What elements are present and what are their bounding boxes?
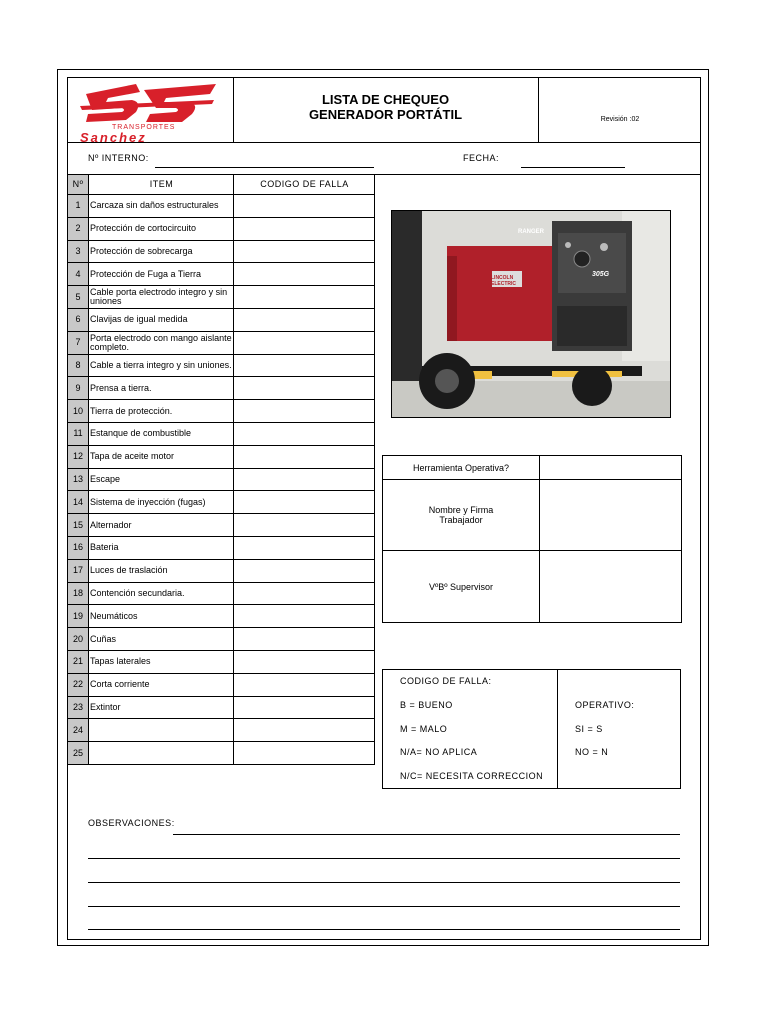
- table-row: [68, 422, 375, 445]
- row-number: 17: [68, 559, 89, 582]
- row-code-cell[interactable]: [234, 286, 375, 309]
- row-item: Cable a tierra integro y sin uniones.: [89, 354, 234, 377]
- row-number: 9: [68, 377, 89, 400]
- row-code-cell[interactable]: [234, 491, 375, 514]
- row-number: 12: [68, 445, 89, 468]
- table-row: [68, 673, 375, 696]
- row-number: 13: [68, 468, 89, 491]
- row-item: Extintor: [89, 696, 234, 719]
- row-code-cell[interactable]: [234, 536, 375, 559]
- row-code-cell[interactable]: [234, 673, 375, 696]
- table-row: [68, 217, 375, 240]
- row-number: 3: [68, 240, 89, 263]
- row-number: 23: [68, 696, 89, 719]
- supervisor-label: VºBº Supervisor: [383, 551, 540, 623]
- row-code-cell[interactable]: [234, 400, 375, 423]
- col-code-header: CODIGO DE FALLA: [234, 175, 375, 195]
- table-row: [68, 263, 375, 286]
- row-number: 16: [68, 536, 89, 559]
- row-code-cell[interactable]: [234, 195, 375, 218]
- table-row: [68, 491, 375, 514]
- nombre-row: [383, 480, 682, 551]
- interno-label: Nº INTERNO:: [88, 153, 149, 163]
- row-item: Luces de traslación: [89, 559, 234, 582]
- supervisor-row: [383, 551, 682, 623]
- operativa-label: Herramienta Operativa?: [383, 456, 540, 480]
- logo-text-transportes: TRANSPORTES: [112, 124, 176, 131]
- row-number: 6: [68, 308, 89, 331]
- row-code-cell[interactable]: [234, 331, 375, 354]
- table-row: [68, 719, 375, 742]
- generator-maker-label: [491, 275, 516, 287]
- row-item: [89, 719, 234, 742]
- table-row: [68, 468, 375, 491]
- page-title: [233, 92, 538, 122]
- observaciones-line-3[interactable]: [88, 882, 680, 883]
- row-code-cell[interactable]: [234, 742, 375, 765]
- supervisor-signature-cell[interactable]: [540, 551, 682, 623]
- table-row: [68, 582, 375, 605]
- signature-table: [382, 455, 682, 623]
- table-row: [68, 195, 375, 218]
- row-number: 11: [68, 422, 89, 445]
- operativa-row: [383, 456, 682, 480]
- generator-maker-line-1: LINCOLN: [491, 275, 514, 281]
- row-number: 4: [68, 263, 89, 286]
- row-code-cell[interactable]: [234, 514, 375, 537]
- observaciones-label: OBSERVACIONES:: [88, 818, 175, 828]
- nombre-label: Nombre y Firma Trabajador: [383, 480, 540, 551]
- checklist-table: [67, 174, 375, 765]
- table-row: [68, 696, 375, 719]
- row-item: Alternador: [89, 514, 234, 537]
- row-code-cell[interactable]: [234, 217, 375, 240]
- row-item: Tapa de aceite motor: [89, 445, 234, 468]
- table-row: [68, 650, 375, 673]
- row-code-cell[interactable]: [234, 719, 375, 742]
- row-item: Porta electrodo con mango aislante completo.: [89, 331, 234, 354]
- row-number: 18: [68, 582, 89, 605]
- generator-maker-line-2: ELECTRIC: [491, 281, 516, 287]
- table-row: [68, 742, 375, 765]
- header-divider-right: [538, 77, 539, 143]
- row-code-cell[interactable]: [234, 308, 375, 331]
- code-malo: M = MALO: [400, 724, 448, 734]
- row-number: 20: [68, 628, 89, 651]
- row-item: [89, 742, 234, 765]
- row-number: 22: [68, 673, 89, 696]
- row-item: Tierra de protección.: [89, 400, 234, 423]
- row-item: Bateria: [89, 536, 234, 559]
- row-item: Escape: [89, 468, 234, 491]
- observaciones-line-5[interactable]: [88, 929, 680, 930]
- row-item: Sistema de inyección (fugas): [89, 491, 234, 514]
- row-item: Cuñas: [89, 628, 234, 651]
- row-number: 21: [68, 650, 89, 673]
- code-necesita-correccion: N/C= NECESITA CORRECCION: [400, 771, 544, 781]
- operativa-answer-cell[interactable]: [540, 456, 682, 480]
- row-number: 7: [68, 331, 89, 354]
- table-row: [68, 354, 375, 377]
- table-row: [68, 286, 375, 309]
- header-bottom-line: [67, 142, 701, 143]
- row-code-cell[interactable]: [234, 628, 375, 651]
- title-line-2: GENERADOR PORTÁTIL: [308, 107, 463, 122]
- logo-text-sanchez: Sanchez: [80, 130, 147, 145]
- table-row: [68, 240, 375, 263]
- row-item: Corta corriente: [89, 673, 234, 696]
- table-row: [68, 400, 375, 423]
- row-code-cell[interactable]: [234, 582, 375, 605]
- row-code-cell[interactable]: [234, 445, 375, 468]
- row-number: 1: [68, 195, 89, 218]
- row-item: Cable porta electrodo integro y sin uniones: [89, 286, 234, 309]
- operativo-si: SI = S: [575, 724, 603, 734]
- row-code-cell[interactable]: [234, 696, 375, 719]
- col-item-header: ITEM: [89, 175, 234, 195]
- title-line-1: LISTA DE CHEQUEO: [321, 92, 450, 107]
- operativo-title: OPERATIVO:: [575, 700, 635, 710]
- row-item: Carcaza sin daños estructurales: [89, 195, 234, 218]
- company-logo: [78, 80, 218, 145]
- observaciones-line-1[interactable]: [173, 834, 680, 835]
- table-row: [68, 536, 375, 559]
- row-item: Clavijas de igual medida: [89, 308, 234, 331]
- generator-brand-label: RANGER: [518, 229, 545, 235]
- row-code-cell[interactable]: [234, 605, 375, 628]
- table-row: [68, 308, 375, 331]
- code-bueno: B = BUENO: [400, 700, 453, 710]
- table-row: [68, 559, 375, 582]
- table-row: [68, 331, 375, 354]
- row-code-cell[interactable]: [234, 422, 375, 445]
- row-item: Neumáticos: [89, 605, 234, 628]
- row-item: Estanque de combustible: [89, 422, 234, 445]
- row-number: 8: [68, 354, 89, 377]
- welder-generator-icon: [392, 211, 671, 418]
- interno-field-line[interactable]: [155, 167, 374, 168]
- row-code-cell[interactable]: [234, 263, 375, 286]
- row-number: 15: [68, 514, 89, 537]
- row-number: 19: [68, 605, 89, 628]
- row-code-cell[interactable]: [234, 559, 375, 582]
- row-item: Contención secundaria.: [89, 582, 234, 605]
- table-row: [68, 514, 375, 537]
- row-code-cell[interactable]: [234, 468, 375, 491]
- code-legend-divider: [557, 670, 558, 788]
- revision-label: Revisión :02: [600, 116, 640, 123]
- row-number: 2: [68, 217, 89, 240]
- row-code-cell[interactable]: [234, 354, 375, 377]
- row-number: 10: [68, 400, 89, 423]
- fecha-label: FECHA:: [463, 153, 500, 163]
- row-item: Tapas laterales: [89, 650, 234, 673]
- row-code-cell[interactable]: [234, 377, 375, 400]
- row-number: 24: [68, 719, 89, 742]
- nombre-signature-cell[interactable]: [540, 480, 682, 551]
- generator-model-label: 305G: [592, 271, 610, 278]
- observaciones-line-2[interactable]: [88, 858, 680, 859]
- table-row: [68, 377, 375, 400]
- code-title: CODIGO DE FALLA:: [400, 676, 492, 686]
- operativo-no: NO = N: [575, 747, 609, 757]
- row-item: Prensa a tierra.: [89, 377, 234, 400]
- row-item: Protección de sobrecarga: [89, 240, 234, 263]
- col-num-header: Nº: [68, 175, 89, 195]
- table-row: [68, 445, 375, 468]
- table-header-row: [68, 175, 375, 195]
- row-number: 25: [68, 742, 89, 765]
- observaciones-line-4[interactable]: [88, 906, 680, 907]
- generator-photo: [391, 210, 671, 418]
- row-code-cell[interactable]: [234, 240, 375, 263]
- code-no-aplica: N/A= NO APLICA: [400, 747, 478, 757]
- row-item: Protección de Fuga a Tierra: [89, 263, 234, 286]
- row-number: 14: [68, 491, 89, 514]
- row-item: Protección de cortocircuito: [89, 217, 234, 240]
- fecha-field-line[interactable]: [521, 167, 625, 168]
- table-row: [68, 605, 375, 628]
- row-code-cell[interactable]: [234, 650, 375, 673]
- row-number: 5: [68, 286, 89, 309]
- table-row: [68, 628, 375, 651]
